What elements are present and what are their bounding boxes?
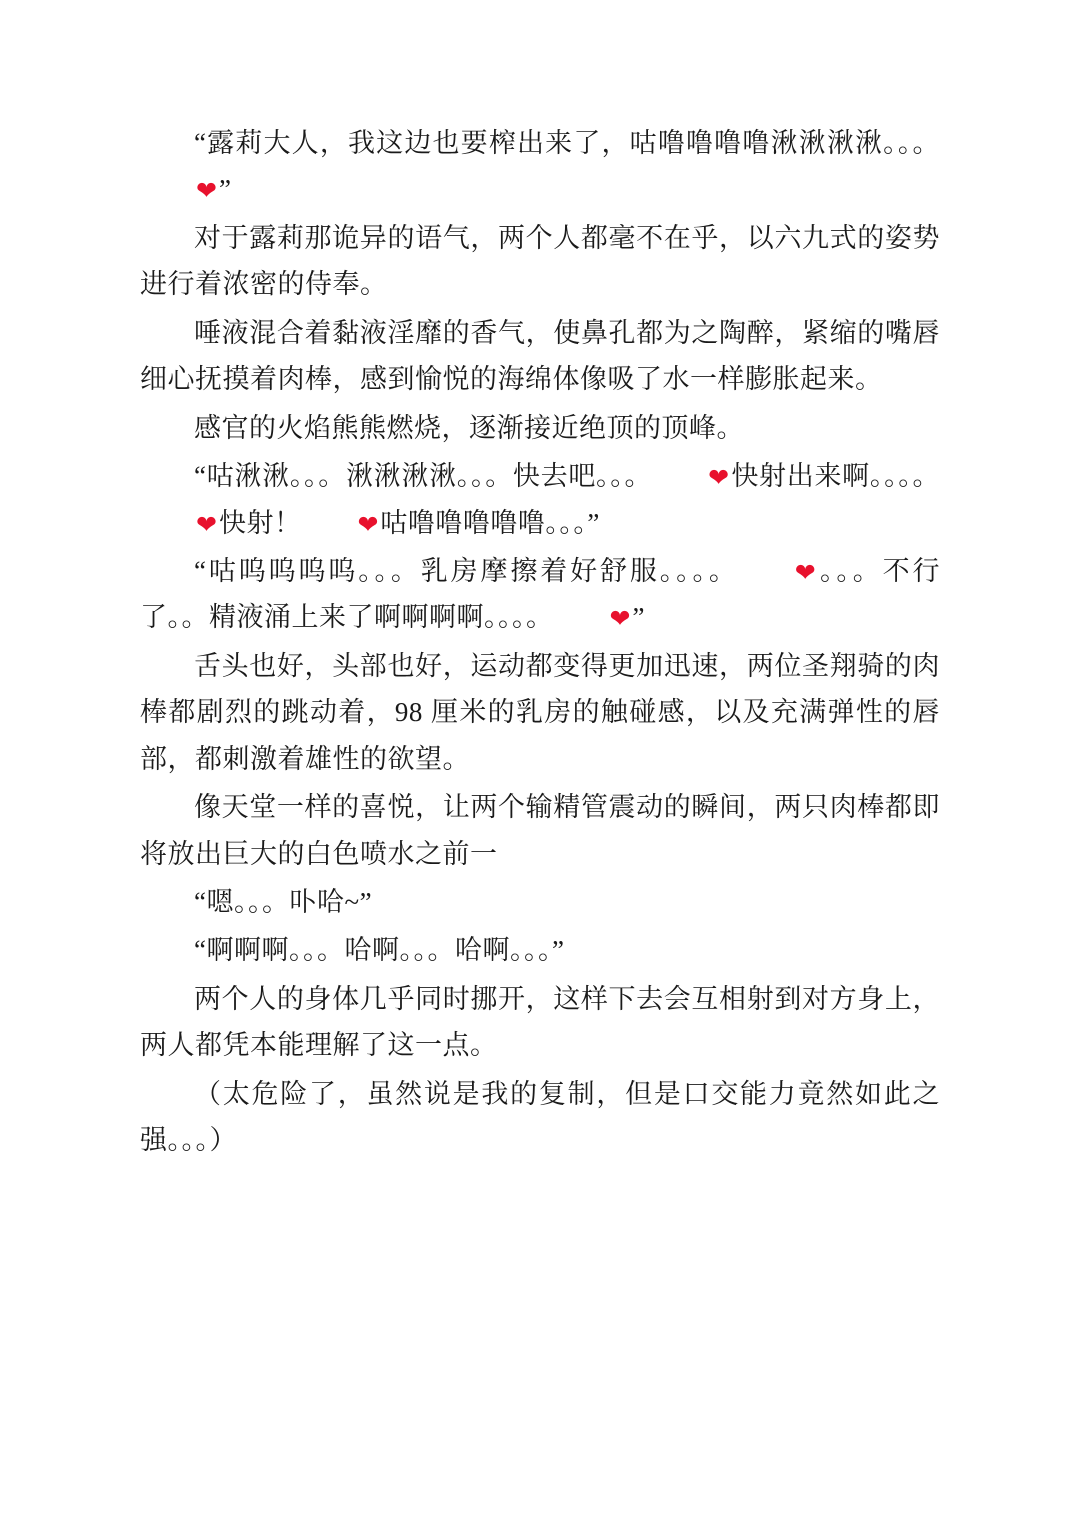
paragraph-text: “啊啊啊。。。哈啊。。。哈啊。。。” — [194, 935, 565, 966]
paragraph-text: 唾液混合着黏液淫靡的香气，使鼻孔都为之陶醉，紧缩的嘴唇细心抚摸着肉棒，感到愉悦的海绵体像吸了水一样膨胀起来。 — [140, 317, 940, 395]
paragraph — [140, 405, 940, 451]
paragraph-text: ” — [632, 602, 645, 633]
paragraph-text: 咕噜噜噜噜噜。。。” — [380, 507, 600, 538]
paragraph-text: 舌头也好，头部也好，运动都变得更加迅速，两位圣翔骑的肉棒都剧烈的跳动着，98 厘米的乳房的触碰感，以及充满弹性的唇部，都刺激着雄性的欲望。 — [140, 650, 940, 774]
paragraph-text: ” — [218, 174, 232, 205]
paragraph-text: 像天堂一样的喜悦，让两个输精管震动的瞬间，两只肉棒都即将放出巨大的白色喷水之前一 — [140, 792, 940, 869]
document-body — [140, 120, 940, 1164]
heart-icon: ❤ — [196, 178, 217, 206]
heart-icon: ❤ — [609, 606, 631, 634]
paragraph — [140, 548, 940, 641]
paragraph — [140, 1071, 940, 1164]
paragraph-text: 对于露莉那诡异的语气，两个人都毫不在乎，以六九式的姿势进行着浓密的侍奉。 — [140, 222, 940, 300]
paragraph-text: “嗯。。。卟哈~” — [194, 887, 373, 917]
paragraph — [140, 215, 940, 308]
paragraph — [140, 643, 940, 782]
paragraph — [140, 784, 940, 877]
paragraph — [140, 310, 940, 403]
paragraph-text: “露莉大人，我这边也要榨出来了，咕噜噜噜噜湫湫湫湫。。。 — [194, 128, 940, 158]
paragraph-text: 两个人的身体几乎同时挪开，这样下去会互相射到对方身上，两人都凭本能理解了这一点。 — [140, 983, 940, 1061]
paragraph-text: 快射！ — [218, 507, 302, 538]
paragraph-text: “咕湫湫。。。湫湫湫湫。。。快去吧。。。 — [194, 461, 653, 492]
heart-icon: ❤ — [708, 465, 730, 493]
paragraph-text: 快射出来啊。。。。 — [731, 461, 941, 492]
paragraph — [140, 120, 940, 213]
heart-icon: ❤ — [196, 511, 217, 539]
paragraph — [140, 927, 940, 973]
paragraph — [140, 453, 940, 546]
paragraph-text: 感官的火焰熊熊燃烧，逐渐接近绝顶的顶峰。 — [194, 412, 744, 443]
paragraph-text: 。。。不行了。。精液涌上来了啊啊啊啊。。。。 — [140, 555, 941, 633]
heart-icon: ❤ — [357, 511, 379, 539]
paragraph-text: “咕呜呜呜呜。。。乳房摩擦着好舒服。。。。 — [194, 555, 739, 586]
paragraph-text: （太危险了，虽然说是我的复制，但是口交能力竟然如此之强。。。） — [140, 1078, 940, 1156]
heart-icon: ❤ — [794, 559, 816, 587]
paragraph — [140, 976, 940, 1069]
paragraph — [140, 879, 940, 925]
